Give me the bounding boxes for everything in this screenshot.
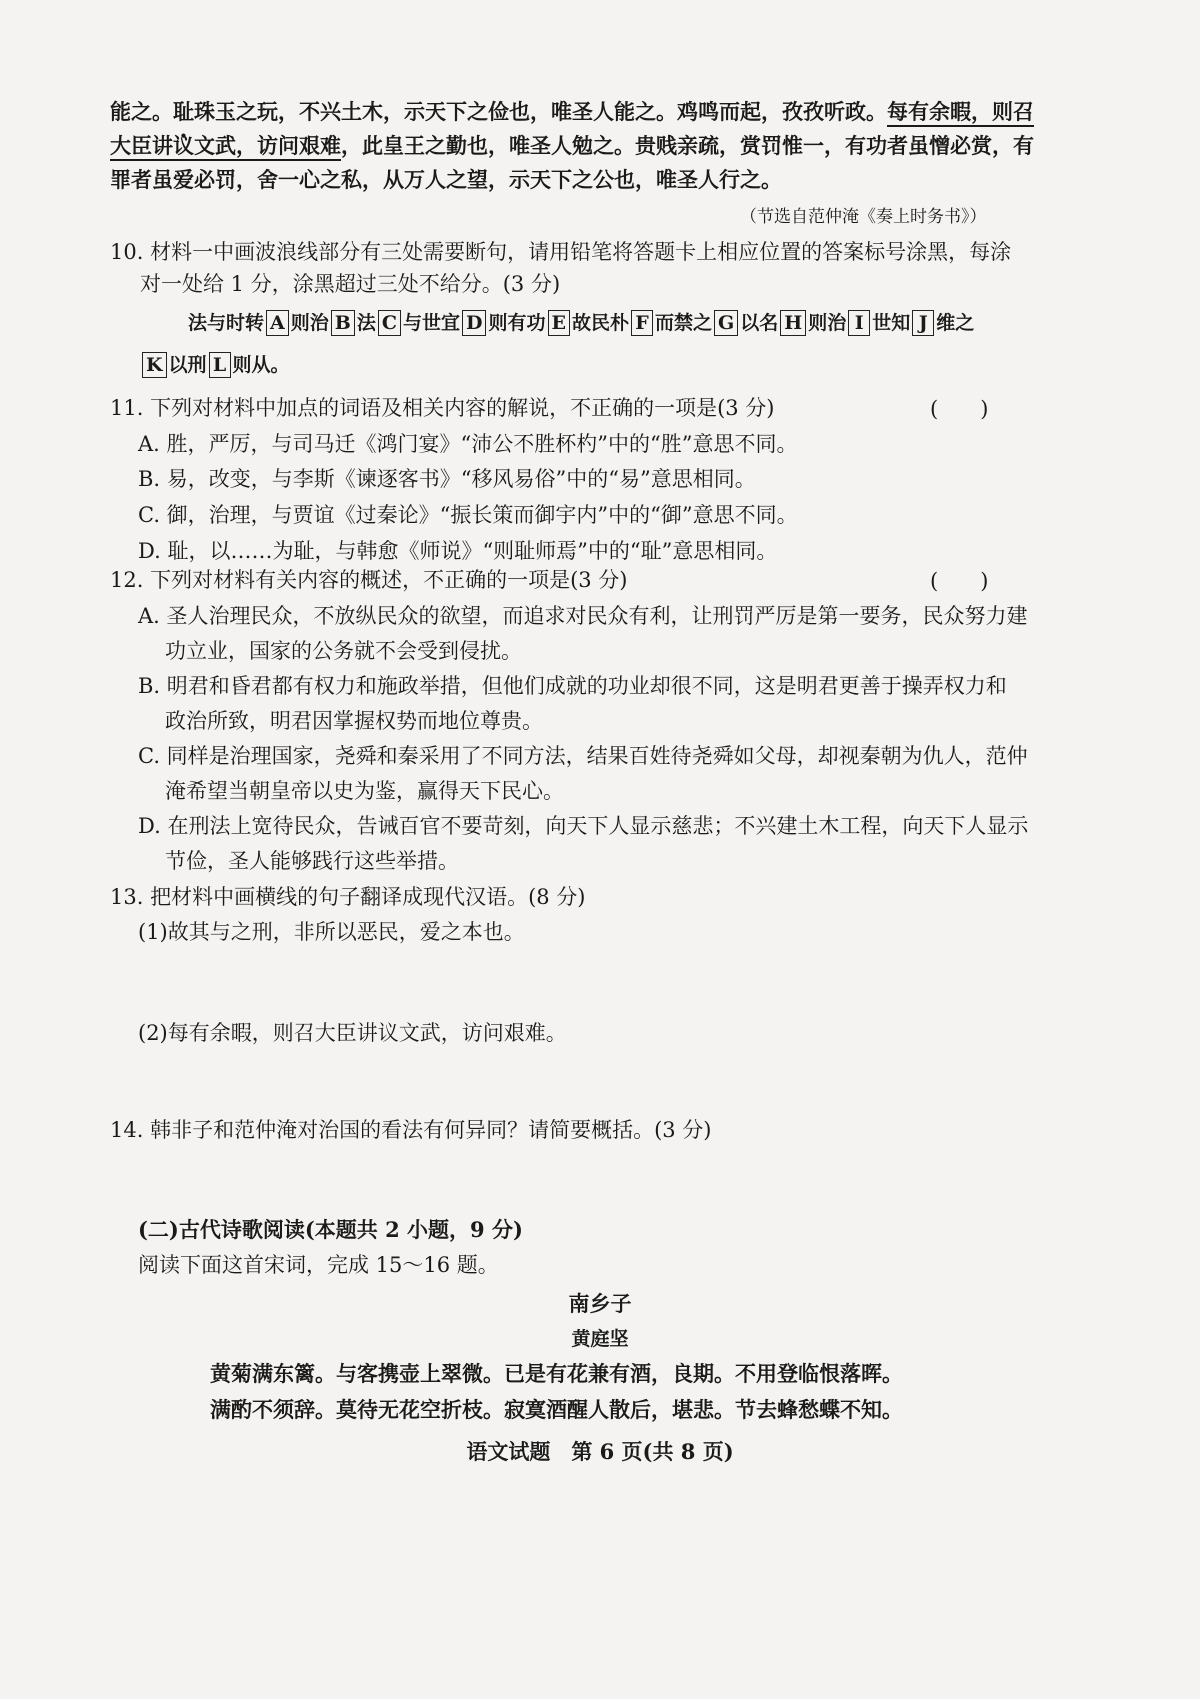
- option-box-j[interactable]: J: [912, 310, 934, 336]
- dotted-word: 耻: [173, 99, 194, 124]
- q12-option-b-2: 政治所致，明君因掌握权势而地位尊贵。: [165, 709, 543, 733]
- q12-answer-paren[interactable]: ( ): [930, 569, 989, 593]
- section2-intro: 阅读下面这首宋词，完成 15～16 题。: [138, 1253, 499, 1277]
- option-box-f[interactable]: F: [631, 310, 653, 336]
- q12-option-a-2: 功立业，国家的公务就不会受到侵扰。: [165, 639, 522, 663]
- passage-line-3: 罪者虽爱必罚，舍一心之私，从万人之望，示天下之公也，唯圣人行之。: [110, 167, 782, 192]
- q11-answer-paren[interactable]: ( ): [930, 397, 989, 421]
- option-box-a[interactable]: A: [266, 310, 289, 336]
- q11-option-b: B. 易，改变，与李斯《谏逐客书》“移风易俗”中的“易”意思相同。: [138, 467, 756, 491]
- q12-option-a-1: A. 圣人治理民众，不放纵民众的欲望，而追求对民众有利，让刑罚严厉是第一要务，民众努力建: [138, 604, 1028, 628]
- q12-option-b-1: B. 明君和昏君都有权力和施政举措，但他们成就的功业却很不同，这是明君更善于操弄权力和: [138, 674, 1007, 698]
- poem-verse-1: 黄菊满东篱。与客携壶上翠微。已是有花兼有酒，良期。不用登临恨落晖。: [210, 1361, 903, 1386]
- q10-segments-cont: K 以刑 L 则从。: [140, 350, 290, 380]
- passage-line-2: 大臣讲议文武，访问艰难，此皇王之勤也，唯圣人勉之。贵贱亲疏，赏罚惟一，有功者虽憎必赏，有: [110, 133, 1034, 158]
- option-box-k[interactable]: K: [142, 352, 167, 378]
- q10-segments: 法与时转 A 则治 B 法 C 与世宜 D 则有功 E 故民朴 F 而禁之 G 以名 H 则治 I 世知 J 维之: [188, 312, 975, 334]
- q12-option-d-1: D. 在刑法上宽待民众，告诫百官不要苛刻，向天下人显示慈悲；不兴建土木工程，向天下人显示: [138, 814, 1029, 838]
- q11-option-c: C. 御，治理，与贾谊《过秦论》“振长策而御宇内”中的“御”意思不同。: [138, 503, 798, 527]
- q11-stem: 11. 下列对材料中加点的词语及相关内容的解说，不正确的一项是(3 分): [110, 396, 775, 420]
- page-footer: 语文试题 第 6 页(共 8 页): [466, 1439, 734, 1464]
- q13-stem: 13. 把材料中画横线的句子翻译成现代汉语。(8 分): [110, 885, 586, 909]
- q12-option-c-1: C. 同样是治理国家，尧舜和秦采用了不同方法，结果百姓待尧舜如父母，却视秦朝为仇人，范仲: [138, 744, 1028, 768]
- underlined-sentence-2b: 大臣讲议文武，访问艰难: [110, 133, 341, 158]
- q10-stem-2: 对一处给 1 分，涂黑超过三处不给分。(3 分): [140, 272, 561, 296]
- option-box-b[interactable]: B: [331, 310, 355, 336]
- option-box-l[interactable]: L: [209, 352, 231, 378]
- q11-option-a: A. 胜，严厉，与司马迁《鸿门宴》“沛公不胜杯杓”中的“胜”意思不同。: [138, 432, 798, 456]
- option-box-d[interactable]: D: [462, 310, 486, 336]
- passage-line-1: 能之。耻珠玉之玩，不兴土木，示天下之俭也，唯圣人能之。鸡鸣而起，孜孜听政。每有余暇，则召: [110, 99, 1034, 124]
- q11-option-d: D. 耻，以……为耻，与韩愈《师说》“则耻师焉”中的“耻”意思相同。: [138, 539, 778, 563]
- underlined-sentence-2a: 每有余暇，则召: [887, 99, 1034, 124]
- q13-sentence-1: (1)故其与之刑，非所以恶民，爱之本也。: [138, 920, 525, 944]
- option-box-i[interactable]: I: [848, 310, 870, 336]
- section2-heading: (二)古代诗歌阅读(本题共 2 小题，9 分): [138, 1217, 523, 1242]
- passage-source: （节选自范仲淹《奏上时务书》）: [740, 207, 987, 227]
- option-box-g[interactable]: G: [714, 310, 738, 336]
- poem-verse-2: 满酌不须辞。莫待无花空折枝。寂寞酒醒人散后，堪悲。节去蜂愁蝶不知。: [210, 1397, 903, 1422]
- poem-author: 黄庭坚: [571, 1328, 629, 1350]
- q12-stem: 12. 下列对材料有关内容的概述，不正确的一项是(3 分): [110, 568, 628, 592]
- q13-sentence-2: (2)每有余暇，则召大臣讲议文武，访问艰难。: [138, 1021, 567, 1045]
- poem-title: 南乡子: [568, 1291, 632, 1316]
- q10-stem-1: 10. 材料一中画波浪线部分有三处需要断句，请用铅笔将答题卡上相应位置的答案标号涂黑，每涂: [110, 240, 1012, 264]
- option-box-c[interactable]: C: [378, 310, 401, 336]
- q12-option-c-2: 淹希望当朝皇帝以史为鉴，赢得天下民心。: [165, 779, 564, 803]
- option-box-e[interactable]: E: [548, 310, 570, 336]
- q12-option-d-2: 节俭，圣人能够践行这些举措。: [165, 849, 459, 873]
- q14-stem: 14. 韩非子和范仲淹对治国的看法有何异同？请简要概括。(3 分): [110, 1118, 712, 1142]
- option-box-h[interactable]: H: [780, 310, 806, 336]
